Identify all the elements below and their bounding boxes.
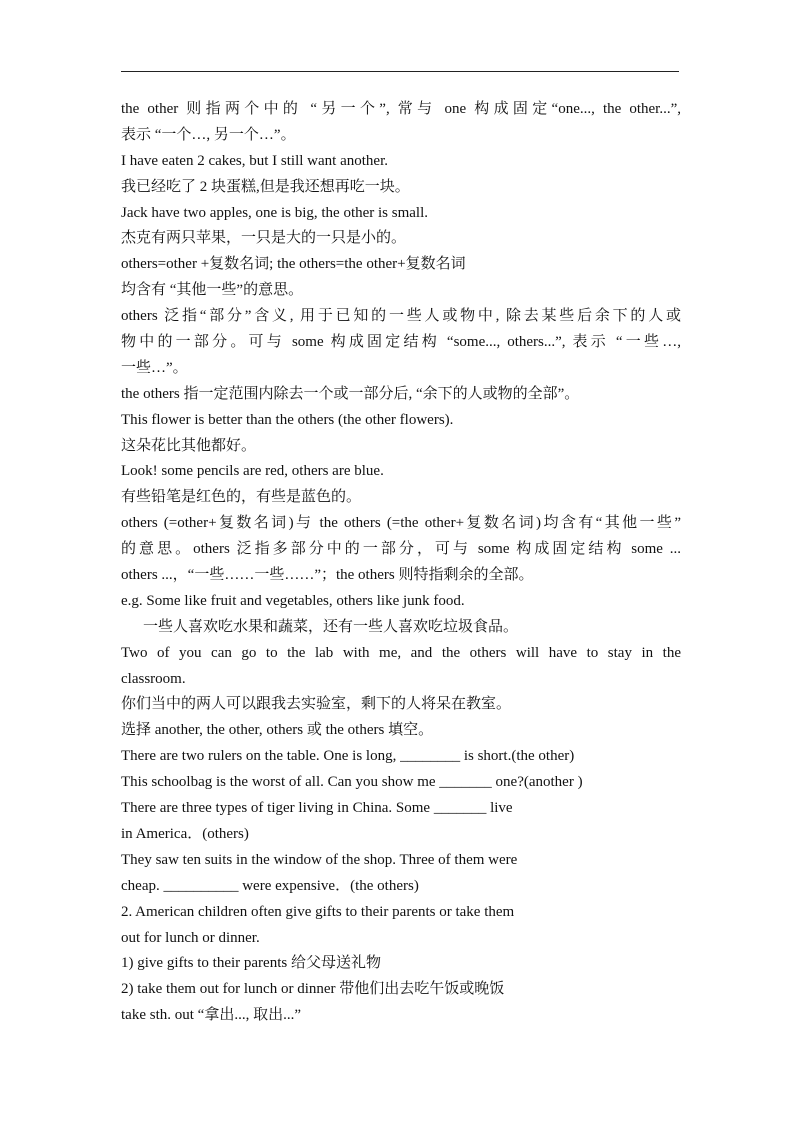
text-line: others 泛指“部分”含义, 用于已知的一些人或物中, 除去某些后余下的人或	[121, 308, 681, 325]
text-line: in America．(others)	[121, 825, 249, 842]
text-line: Look! some pencils are red, others are blue.	[121, 463, 384, 480]
text-line: Two of you can go to the lab with me, and the others will have to stay in the	[121, 644, 681, 661]
text-line: 这朵花比其他都好。	[121, 437, 257, 454]
text-line: 2) take them out for lunch or dinner 带他们出去吃午饭或晚饭	[121, 981, 505, 998]
text-line: out for lunch or dinner.	[121, 929, 260, 946]
text-line: 你们当中的两人可以跟我去实验室，剩下的人将呆在教室。	[121, 696, 512, 713]
text-line: 的意思。others 泛指多部分中的一部分，可与 some 构成固定结构 some ...	[121, 541, 681, 558]
text-line: 均含有 “其他一些”的意思。	[121, 282, 304, 299]
text-line: This schoolbag is the worst of all. Can you show me _______ one?(another )	[121, 774, 583, 791]
text-line: There are three types of tiger living in China. Some _______ live	[121, 800, 513, 817]
text-line: e.g. Some like fruit and vegetables, others like junk food.	[121, 592, 465, 609]
text-line: 有些铅笔是红色的，有些是蓝色的。	[121, 489, 362, 506]
text-line: cheap. __________ were expensive．(the others)	[121, 877, 419, 894]
text-line: 杰克有两只苹果，一只是大的一只是小的。	[121, 230, 407, 247]
text-line: 一些…”。	[121, 359, 188, 376]
text-line: 选择 another, the other, others 或 the others 填空。	[121, 722, 434, 739]
text-line: others=other +复数名词; the others=the other+复数名词	[121, 256, 466, 273]
text-line: take sth. out “拿出..., 取出...”	[121, 1007, 301, 1024]
text-line: This flower is better than the others (the other flowers).	[121, 411, 454, 428]
text-line: classroom.	[121, 670, 186, 687]
text-line: 1) give gifts to their parents 给父母送礼物	[121, 955, 381, 972]
text-line: 我已经吃了 2 块蛋糕,但是我还想再吃一块。	[121, 178, 410, 195]
text-line: I have eaten 2 cakes, but I still want another.	[121, 152, 388, 169]
text-line: 表示 “一个…, 另一个…”。	[121, 126, 296, 143]
text-line: others ...，“一些……一些……”；the others 则特指剩余的全部。	[121, 567, 534, 584]
document-body	[121, 97, 681, 1029]
text-line: others (=other+复数名词)与 the others (=the other+复数名词)均含有“其他一些”	[121, 515, 681, 532]
text-line: 物中的一部分。可与 some 构成固定结构 “some..., others...”, 表示 “一些…,	[121, 334, 681, 351]
text-line: They saw ten suits in the window of the shop. Three of them were	[121, 851, 518, 868]
text-line: the other 则指两个中的 “另一个”, 常与 one 构成固定“one..., the other...”,	[121, 101, 681, 117]
text-line: Jack have two apples, one is big, the other is small.	[121, 204, 429, 221]
text-line: There are two rulers on the table. One is long, ________ is short.(the other)	[121, 748, 575, 765]
text-line: 2. American children often give gifts to their parents or take them	[121, 903, 515, 920]
text-line: 一些人喜欢吃水果和蔬菜，还有一些人喜欢吃垃圾食品。	[143, 618, 519, 635]
header-rule	[121, 71, 679, 72]
text-line: the others 指一定范围内除去一个或一部分后, “余下的人或物的全部”。	[121, 385, 580, 402]
